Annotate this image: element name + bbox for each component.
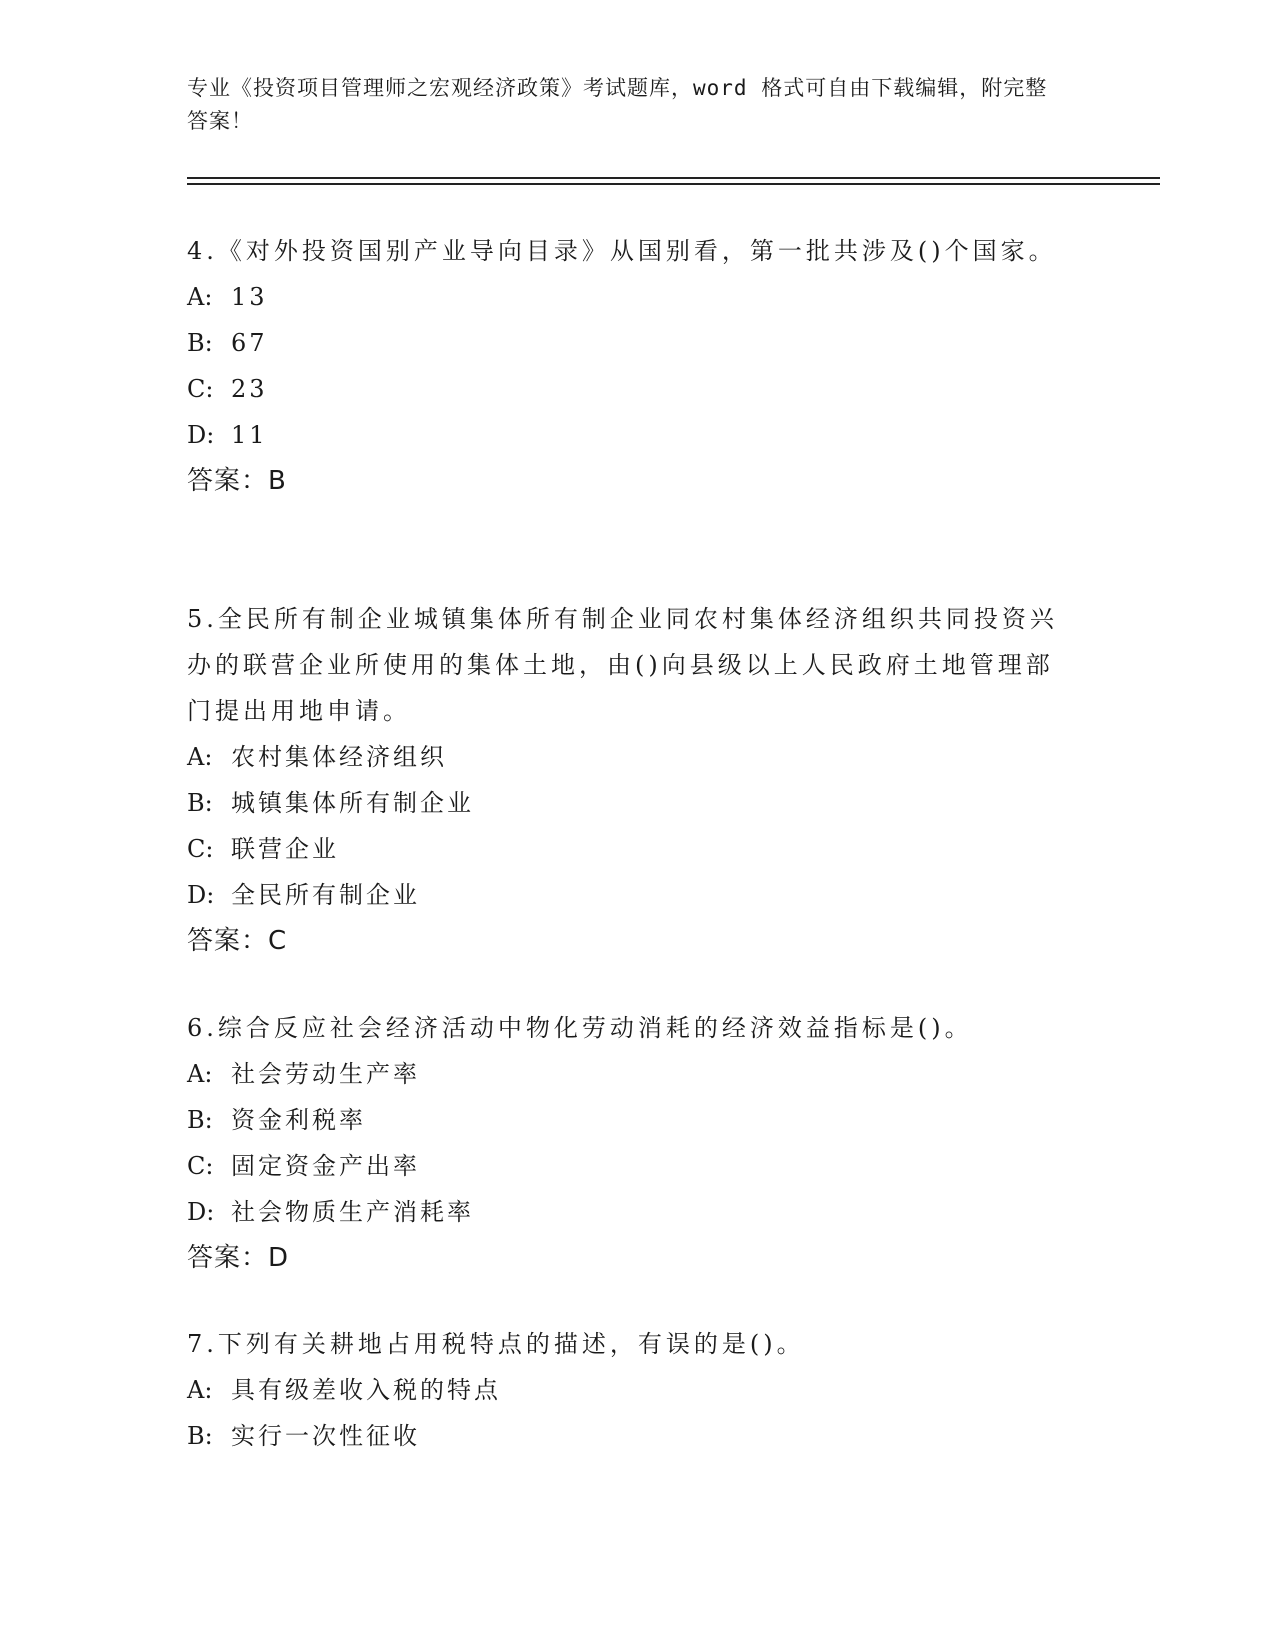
answer-label: 答案：B [187, 466, 287, 496]
option-text: 联营企业 [231, 835, 339, 863]
option-b [187, 1097, 1067, 1143]
option-text: 固定资金产出率 [231, 1152, 420, 1180]
option-a [187, 274, 1067, 320]
option-text: 11 [231, 421, 268, 449]
option-letter: B: [187, 1106, 213, 1134]
option-d [187, 1189, 1067, 1235]
question-5 [187, 596, 1067, 964]
option-text: 资金利税率 [231, 1106, 366, 1134]
option-text: 13 [231, 283, 268, 311]
option-letter: B: [187, 789, 213, 817]
option-letter: D: [187, 421, 215, 449]
option-letter: C: [187, 1152, 214, 1180]
question-stem: 7.下列有关耕地占用税特点的描述，有误的是()。 [187, 1330, 805, 1358]
question-stem: 6.综合反应社会经济活动中物化劳动消耗的经济效益指标是()。 [187, 1014, 973, 1042]
option-letter: C: [187, 835, 214, 863]
option-d [187, 872, 1067, 918]
question-stem: 4.《对外投资国别产业导向目录》从国别看，第一批共涉及()个国家。 [187, 237, 1057, 265]
option-text: 农村集体经济组织 [231, 743, 447, 771]
option-text: 具有级差收入税的特点 [231, 1376, 501, 1404]
question-4 [187, 228, 1067, 504]
option-text: 社会物质生产消耗率 [231, 1198, 474, 1226]
option-text: 城镇集体所有制企业 [231, 789, 474, 817]
option-letter: D: [187, 1198, 215, 1226]
option-c [187, 366, 1067, 412]
option-d [187, 412, 1067, 458]
option-b [187, 1413, 1067, 1459]
option-letter: B: [187, 329, 213, 357]
option-c [187, 826, 1067, 872]
option-a [187, 1367, 1067, 1413]
option-text: 全民所有制企业 [231, 881, 420, 909]
header-divider-bottom [187, 183, 1160, 185]
question-6 [187, 1005, 1067, 1281]
option-text: 实行一次性征收 [231, 1422, 420, 1450]
option-letter: A: [187, 743, 213, 771]
option-letter: A: [187, 283, 213, 311]
option-c [187, 1143, 1067, 1189]
option-text: 社会劳动生产率 [231, 1060, 420, 1088]
question-stem: 5.全民所有制企业城镇集体所有制企业同农村集体经济组织共同投资兴办的联营企业所使用的集体土地，由()向县级以上人民政府土地管理部门提出用地申请。 [187, 605, 1058, 725]
option-letter: D: [187, 881, 215, 909]
option-letter: A: [187, 1376, 213, 1404]
question-7 [187, 1321, 1067, 1459]
header-divider-top [187, 177, 1160, 179]
option-b [187, 780, 1067, 826]
option-a [187, 734, 1067, 780]
option-b [187, 320, 1067, 366]
option-text: 67 [231, 329, 268, 357]
answer-label: 答案：C [187, 926, 288, 956]
option-letter: B: [187, 1422, 213, 1450]
document-header: 专业《投资项目管理师之宏观经济政策》考试题库，word 格式可自由下载编辑，附完整答案！ [187, 76, 1048, 133]
option-letter: A: [187, 1060, 213, 1088]
option-a [187, 1051, 1067, 1097]
answer-label: 答案：D [187, 1243, 290, 1273]
option-text: 23 [231, 375, 268, 403]
option-letter: C: [187, 375, 214, 403]
